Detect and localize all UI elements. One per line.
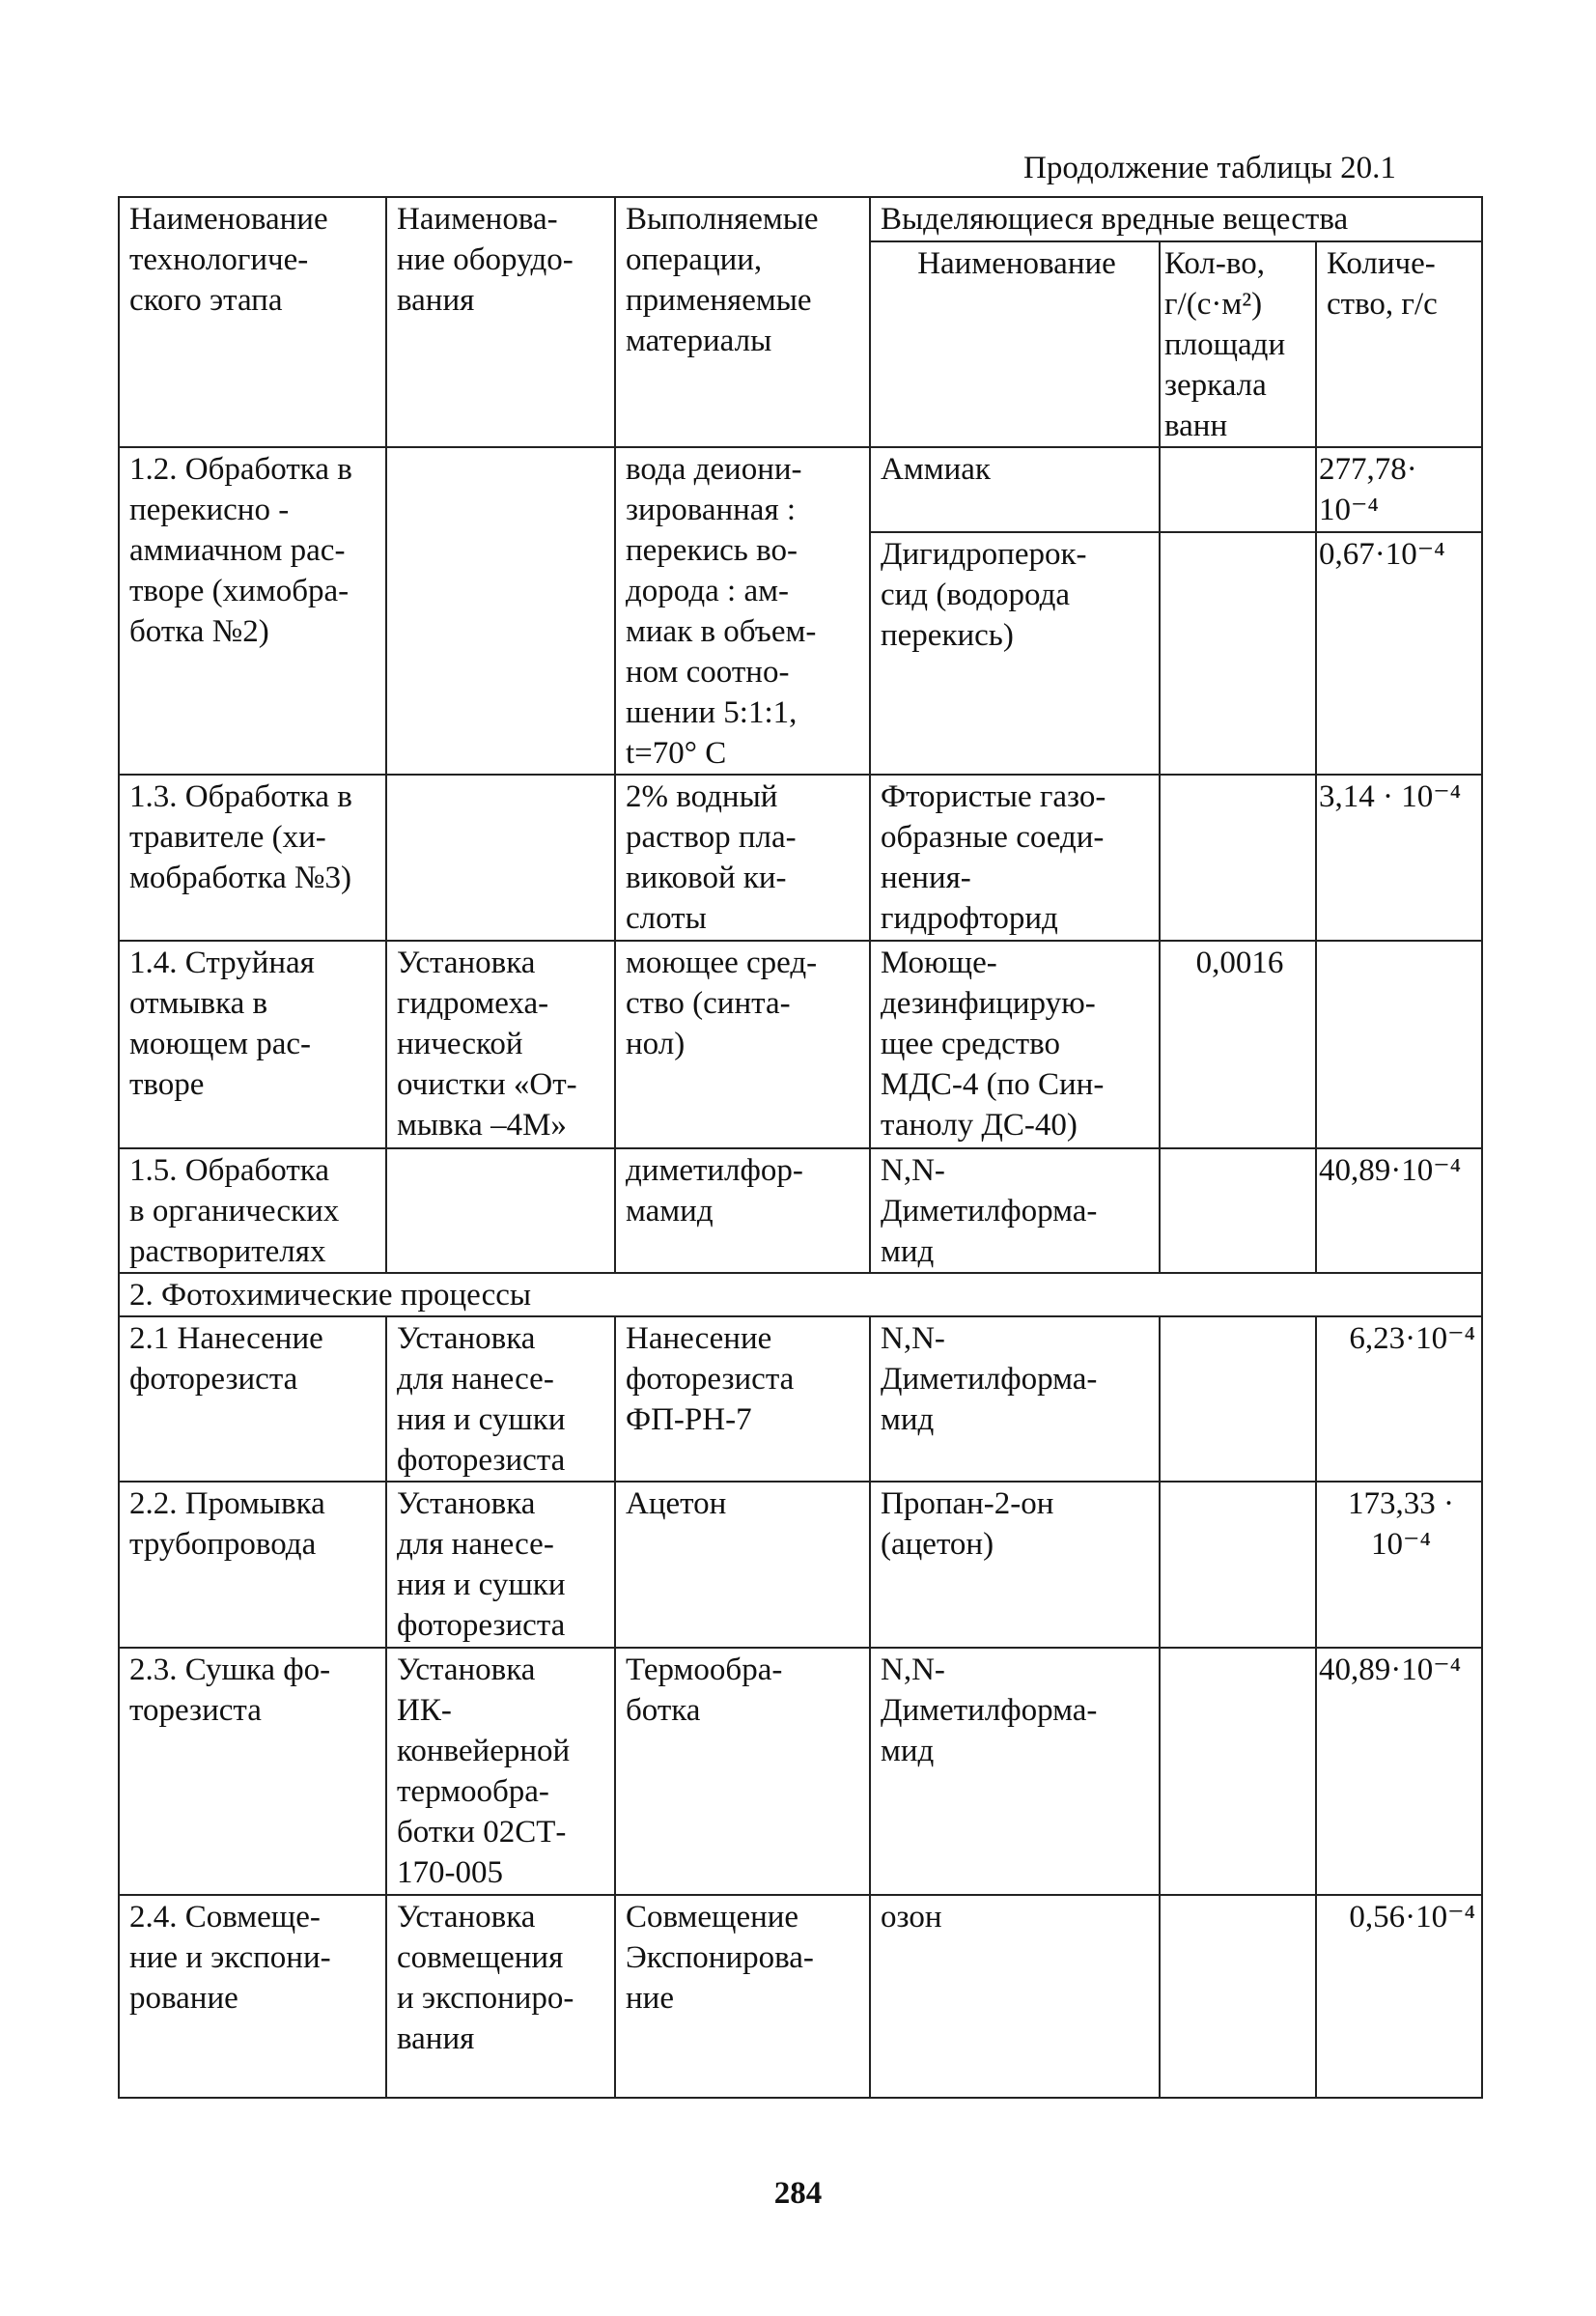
operations-cell: 2% водный раствор пла- виковой ки- слоты — [615, 775, 870, 941]
equipment-cell: Установка для нанесе- ния и сушки фоторезиста — [386, 1316, 615, 1482]
substance-cell: Пропан-2-он (ацетон) — [870, 1482, 1160, 1648]
amount-cell: 173,33 · 10⁻⁴ — [1316, 1482, 1482, 1648]
per-area-cell — [1160, 1316, 1316, 1482]
amount-cell: 0,56·10⁻⁴ — [1316, 1895, 1482, 2098]
stage-cell: 1.5. Обработка в органических растворителях — [119, 1148, 386, 1273]
per-area-cell — [1160, 1648, 1316, 1895]
header-amount: Количе- ство, г/с — [1316, 241, 1482, 447]
stage-cell: 2.1 Нанесение фоторезиста — [119, 1316, 386, 1482]
table-row — [119, 775, 1482, 941]
amount-cell: 3,14 · 10⁻⁴ — [1316, 775, 1482, 941]
emissions-table — [118, 196, 1483, 2099]
per-area-cell — [1160, 1148, 1316, 1273]
substance-cell: Фтористые газо- образные соеди- нения- гидрофторид — [870, 775, 1160, 941]
operations-cell: вода деиони- зированная : перекись во- дорода : ам- миак в объем- ном соотно- шении 5:1:1, t=70° С — [615, 447, 870, 775]
equipment-cell — [386, 447, 615, 775]
substance-cell: Аммиак — [870, 447, 1160, 532]
per-area-cell — [1160, 1482, 1316, 1648]
amount-cell: 6,23·10⁻⁴ — [1316, 1316, 1482, 1482]
operations-cell: Термообра- ботка — [615, 1648, 870, 1895]
equipment-cell: Установка ИК- конвейерной термообра- ботки 02СТ- 170-005 — [386, 1648, 615, 1895]
operations-cell: Ацетон — [615, 1482, 870, 1648]
header-amount-per-area: Кол-во, г/(с·м²) площади зеркала ванн — [1160, 241, 1316, 447]
equipment-cell: Установка для нанесе- ния и сушки фоторезиста — [386, 1482, 615, 1648]
table-row — [119, 1148, 1482, 1273]
table-row — [119, 1895, 1482, 2098]
equipment-cell — [386, 775, 615, 941]
operations-cell: Совмещение Экспонирова- ние — [615, 1895, 870, 2098]
header-equipment: Наименова- ние оборудо- вания — [386, 197, 615, 447]
substance-cell: Моюще- дезинфицирую- щее средство МДС-4 (по Син- танолу ДС-40) — [870, 941, 1160, 1148]
per-area-cell — [1160, 1895, 1316, 2098]
stage-cell: 1.3. Обработка в травителе (хи- мобработка №3) — [119, 775, 386, 941]
table-row — [119, 1482, 1482, 1648]
amount-cell: 40,89·10⁻⁴ — [1316, 1148, 1482, 1273]
amount-cell: 40,89·10⁻⁴ — [1316, 1648, 1482, 1895]
stage-cell: 1.4. Струйная отмывка в моющем рас- творе — [119, 941, 386, 1148]
substance-cell: озон — [870, 1895, 1160, 2098]
equipment-cell: Установка совмещения и экспониро- вания — [386, 1895, 615, 2098]
operations-cell: диметилфор- мамид — [615, 1148, 870, 1273]
stage-cell: 2.2. Промывка трубопровода — [119, 1482, 386, 1648]
stage-cell: 2.3. Сушка фо- торезиста — [119, 1648, 386, 1895]
header-emissions: Выделяющиеся вредные вещества — [870, 197, 1482, 241]
header-stage: Наименование технологиче- ского этапа — [119, 197, 386, 447]
equipment-cell — [386, 1148, 615, 1273]
table-row — [119, 447, 1482, 532]
table-row — [119, 1648, 1482, 1895]
header-substance: Наименование — [870, 241, 1160, 447]
per-area-cell: 0,0016 — [1160, 941, 1316, 1148]
substance-cell: N,N- Диметилформа- мид — [870, 1648, 1160, 1895]
substance-cell: N,N- Диметилформа- мид — [870, 1316, 1160, 1482]
substance-cell: N,N- Диметилформа- мид — [870, 1148, 1160, 1273]
per-area-cell — [1160, 447, 1316, 532]
table-caption: Продолжение таблицы 20.1 — [1023, 151, 1396, 185]
header-operations: Выполняемые операции, применяемые материалы — [615, 197, 870, 447]
header-row-1 — [119, 197, 1482, 241]
table-row — [119, 1316, 1482, 1482]
table-row — [119, 941, 1482, 1148]
equipment-cell: Установка гидромеха- нической очистки «От- мывка –4М» — [386, 941, 615, 1148]
stage-cell: 1.2. Обработка в перекисно - аммиачном рас- творе (химобра- ботка №2) — [119, 447, 386, 775]
section-row — [119, 1273, 1482, 1316]
page-number: 284 — [773, 2176, 823, 2211]
per-area-cell — [1160, 775, 1316, 941]
stage-cell: 2.4. Совмеще- ние и экспони- рование — [119, 1895, 386, 2098]
section-title: 2. Фотохимические процессы — [119, 1273, 1482, 1316]
substance-cell: Дигидроперок- сид (водорода перекись) — [870, 532, 1160, 775]
operations-cell: моющее сред- ство (синта- нол) — [615, 941, 870, 1148]
amount-cell — [1316, 941, 1482, 1148]
amount-cell: 0,67·10⁻⁴ — [1316, 532, 1482, 775]
operations-cell: Нанесение фоторезиста ФП-РН-7 — [615, 1316, 870, 1482]
amount-cell: 277,78· 10⁻⁴ — [1316, 447, 1482, 532]
per-area-cell — [1160, 532, 1316, 775]
